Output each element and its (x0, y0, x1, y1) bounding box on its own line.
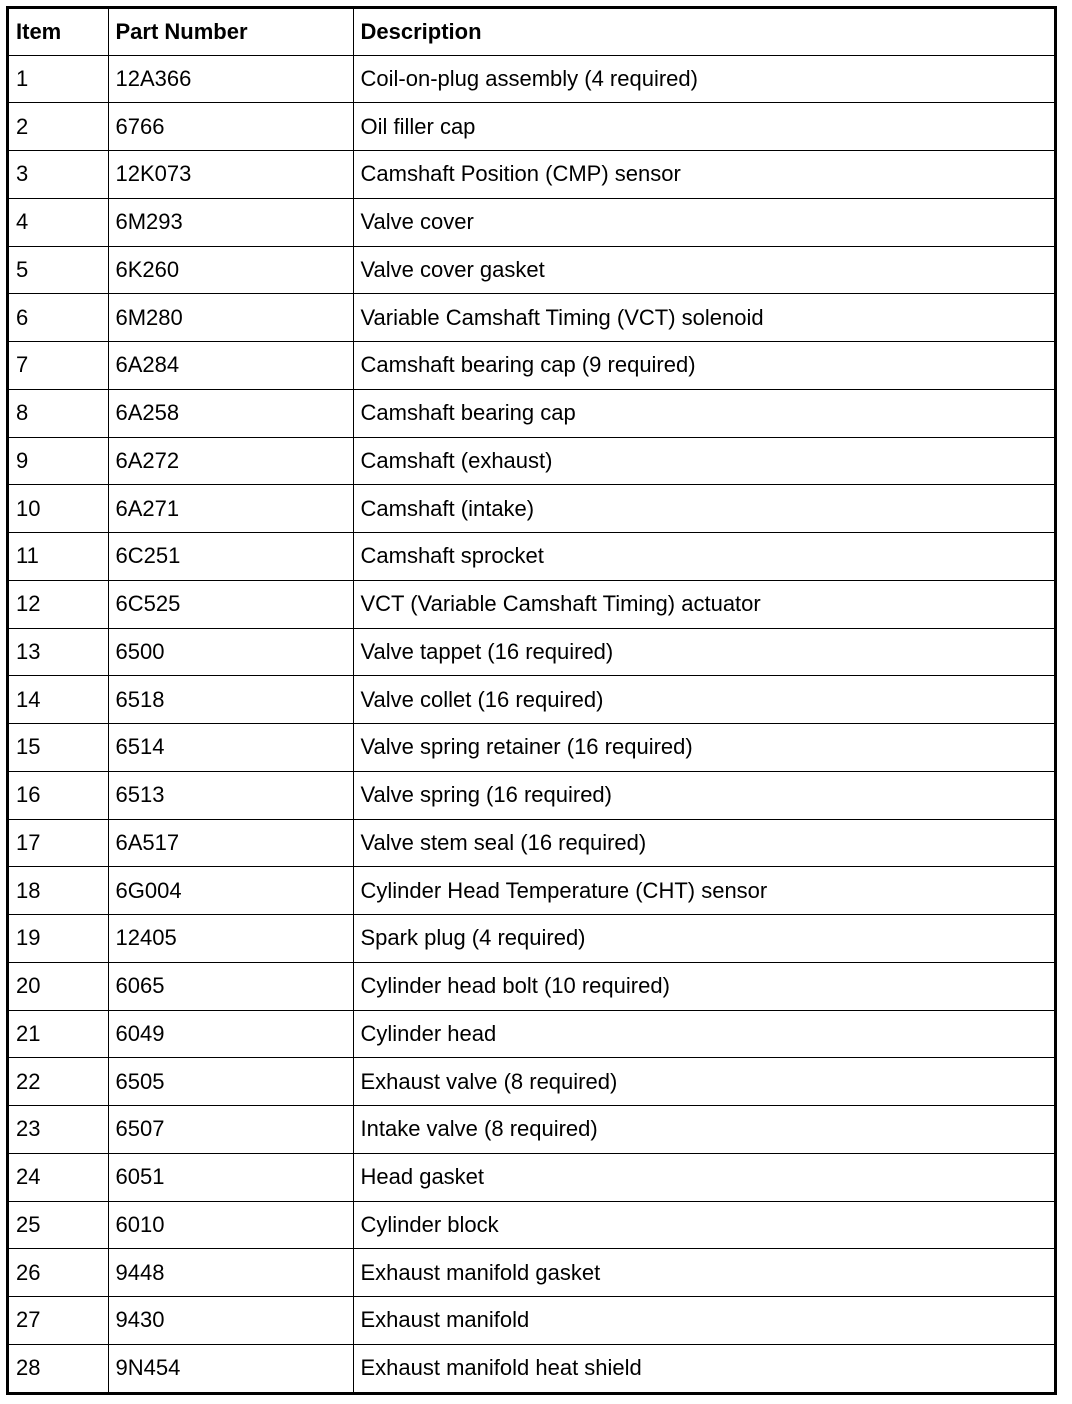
header-item: Item (9, 9, 108, 55)
cell-description: Cylinder Head Temperature (CHT) sensor (353, 867, 1054, 915)
cell-item: 28 (9, 1344, 108, 1392)
cell-part-number: 6010 (108, 1201, 353, 1249)
table-row (9, 1106, 1054, 1154)
cell-description: Exhaust manifold (353, 1297, 1054, 1345)
cell-part-number: 6A517 (108, 819, 353, 867)
cell-description: Head gasket (353, 1153, 1054, 1201)
cell-item: 26 (9, 1249, 108, 1297)
cell-description: Valve cover gasket (353, 246, 1054, 294)
cell-item: 15 (9, 724, 108, 772)
cell-description: Camshaft bearing cap (9 required) (353, 342, 1054, 390)
cell-part-number: 9430 (108, 1297, 353, 1345)
header-description: Description (353, 9, 1054, 55)
table-row (9, 246, 1054, 294)
cell-item: 23 (9, 1106, 108, 1154)
table-row (9, 1010, 1054, 1058)
cell-item: 9 (9, 437, 108, 485)
table-row (9, 342, 1054, 390)
cell-part-number: 6A272 (108, 437, 353, 485)
table-row (9, 1201, 1054, 1249)
cell-item: 3 (9, 151, 108, 199)
cell-description: Valve tappet (16 required) (353, 628, 1054, 676)
table-row (9, 485, 1054, 533)
cell-item: 5 (9, 246, 108, 294)
table-row (9, 819, 1054, 867)
table-header-row (9, 9, 1054, 55)
cell-description: Cylinder head bolt (10 required) (353, 962, 1054, 1010)
cell-part-number: 6C251 (108, 533, 353, 581)
cell-part-number: 6051 (108, 1153, 353, 1201)
cell-item: 24 (9, 1153, 108, 1201)
cell-item: 14 (9, 676, 108, 724)
table-row (9, 676, 1054, 724)
cell-description: Valve spring (16 required) (353, 771, 1054, 819)
cell-description: Camshaft (intake) (353, 485, 1054, 533)
cell-part-number: 6507 (108, 1106, 353, 1154)
table-row (9, 962, 1054, 1010)
cell-item: 17 (9, 819, 108, 867)
cell-description: Intake valve (8 required) (353, 1106, 1054, 1154)
table-row (9, 628, 1054, 676)
cell-part-number: 6M293 (108, 198, 353, 246)
cell-part-number: 6518 (108, 676, 353, 724)
table-row (9, 915, 1054, 963)
table-row (9, 389, 1054, 437)
cell-description: Oil filler cap (353, 103, 1054, 151)
cell-item: 12 (9, 580, 108, 628)
table-row (9, 580, 1054, 628)
cell-item: 19 (9, 915, 108, 963)
cell-part-number: 12K073 (108, 151, 353, 199)
cell-item: 25 (9, 1201, 108, 1249)
cell-item: 21 (9, 1010, 108, 1058)
cell-part-number: 6M280 (108, 294, 353, 342)
table-row (9, 198, 1054, 246)
cell-description: Valve collet (16 required) (353, 676, 1054, 724)
cell-description: Exhaust valve (8 required) (353, 1058, 1054, 1106)
table-row (9, 151, 1054, 199)
table-row (9, 55, 1054, 103)
cell-item: 16 (9, 771, 108, 819)
cell-description: Valve stem seal (16 required) (353, 819, 1054, 867)
cell-part-number: 9448 (108, 1249, 353, 1297)
cell-item: 18 (9, 867, 108, 915)
table-row (9, 103, 1054, 151)
cell-item: 1 (9, 55, 108, 103)
table-row (9, 1153, 1054, 1201)
cell-part-number: 12405 (108, 915, 353, 963)
header-part-number: Part Number (108, 9, 353, 55)
cell-item: 7 (9, 342, 108, 390)
cell-part-number: 6500 (108, 628, 353, 676)
table-body (9, 55, 1054, 1392)
cell-part-number: 6065 (108, 962, 353, 1010)
cell-part-number: 6A258 (108, 389, 353, 437)
cell-description: Camshaft (exhaust) (353, 437, 1054, 485)
table-row (9, 771, 1054, 819)
cell-part-number: 6514 (108, 724, 353, 772)
cell-item: 20 (9, 962, 108, 1010)
cell-part-number: 6A284 (108, 342, 353, 390)
cell-part-number: 6A271 (108, 485, 353, 533)
cell-item: 6 (9, 294, 108, 342)
cell-item: 27 (9, 1297, 108, 1345)
cell-part-number: 6G004 (108, 867, 353, 915)
cell-item: 22 (9, 1058, 108, 1106)
cell-description: Camshaft sprocket (353, 533, 1054, 581)
cell-part-number: 6K260 (108, 246, 353, 294)
cell-part-number: 6C525 (108, 580, 353, 628)
cell-description: Variable Camshaft Timing (VCT) solenoid (353, 294, 1054, 342)
cell-item: 11 (9, 533, 108, 581)
cell-description: VCT (Variable Camshaft Timing) actuator (353, 580, 1054, 628)
parts-table-frame (6, 6, 1057, 1395)
cell-description: Valve cover (353, 198, 1054, 246)
cell-description: Camshaft Position (CMP) sensor (353, 151, 1054, 199)
cell-description: Camshaft bearing cap (353, 389, 1054, 437)
table-row (9, 1058, 1054, 1106)
table-row (9, 1297, 1054, 1345)
cell-item: 2 (9, 103, 108, 151)
cell-part-number: 6766 (108, 103, 353, 151)
cell-description: Exhaust manifold gasket (353, 1249, 1054, 1297)
table-row (9, 867, 1054, 915)
cell-part-number: 6505 (108, 1058, 353, 1106)
cell-description: Exhaust manifold heat shield (353, 1344, 1054, 1392)
cell-description: Spark plug (4 required) (353, 915, 1054, 963)
parts-table (9, 9, 1054, 1392)
cell-part-number: 6513 (108, 771, 353, 819)
table-row (9, 724, 1054, 772)
cell-item: 13 (9, 628, 108, 676)
cell-item: 10 (9, 485, 108, 533)
cell-part-number: 12A366 (108, 55, 353, 103)
table-row (9, 437, 1054, 485)
cell-description: Valve spring retainer (16 required) (353, 724, 1054, 772)
cell-item: 4 (9, 198, 108, 246)
cell-description: Cylinder block (353, 1201, 1054, 1249)
cell-part-number: 6049 (108, 1010, 353, 1058)
table-row (9, 1344, 1054, 1392)
table-row (9, 1249, 1054, 1297)
table-row (9, 294, 1054, 342)
table-row (9, 533, 1054, 581)
cell-part-number: 9N454 (108, 1344, 353, 1392)
cell-description: Coil-on-plug assembly (4 required) (353, 55, 1054, 103)
cell-item: 8 (9, 389, 108, 437)
cell-description: Cylinder head (353, 1010, 1054, 1058)
